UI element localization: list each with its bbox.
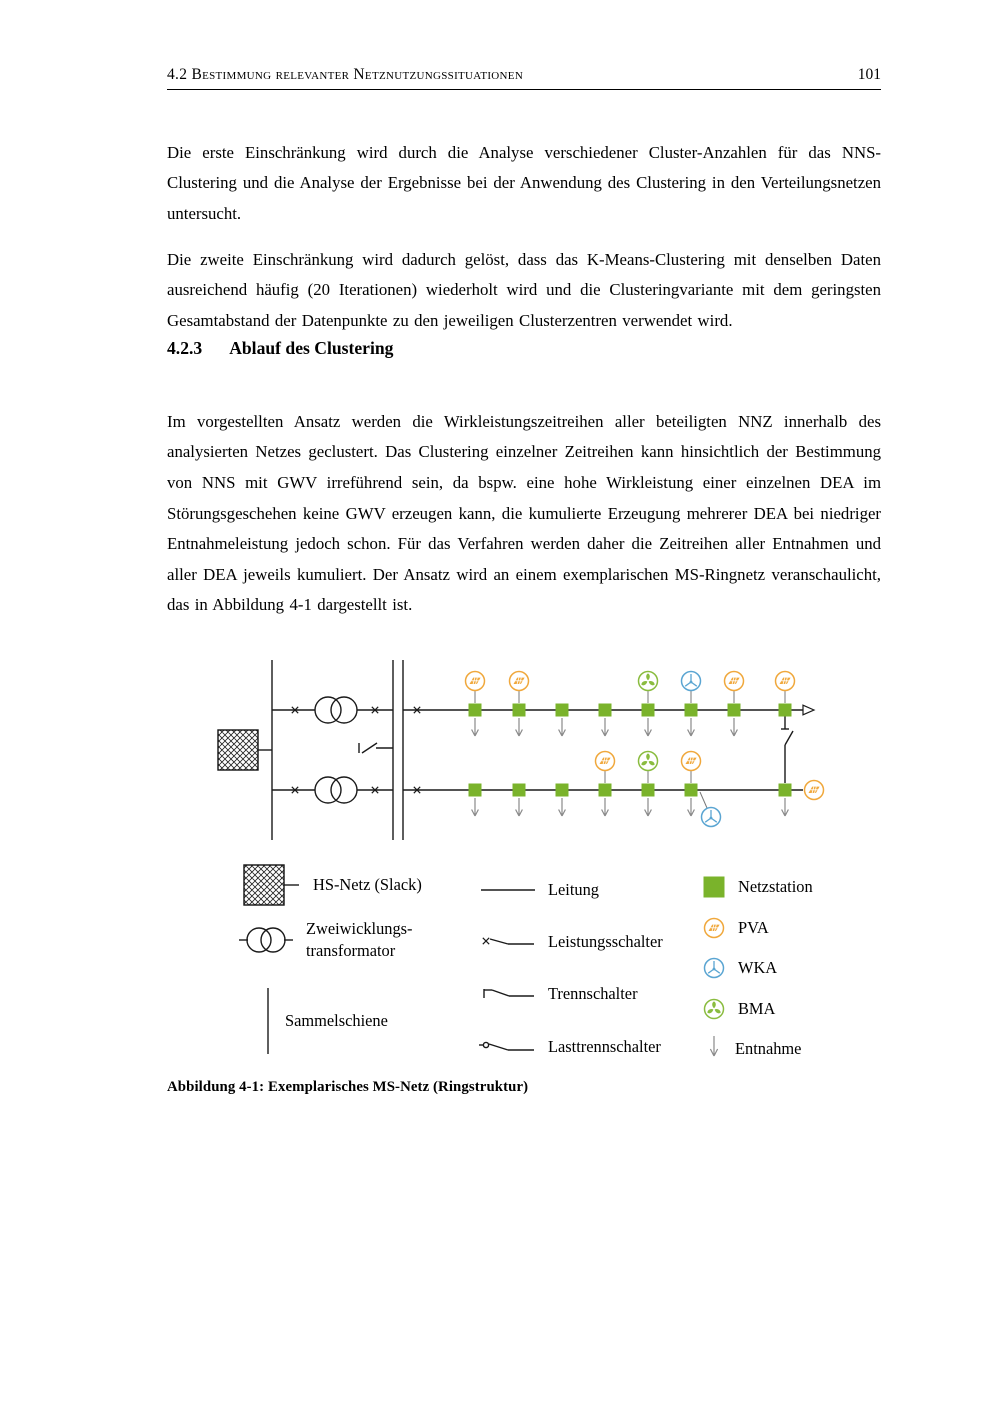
load-arrow: [602, 798, 609, 816]
load-break-switch-icon: [478, 1039, 536, 1055]
legend-label: Leistungsschalter: [548, 932, 663, 951]
ms-ring-network-diagram: [195, 645, 855, 860]
netzstation-icon: [702, 875, 726, 899]
circuit-breaker-icon: [478, 934, 536, 950]
bus-coupler-disconnector: [359, 743, 393, 753]
legend-label: Netzstation: [738, 877, 813, 896]
feeder-top: [403, 672, 814, 737]
load-arrow: [645, 798, 652, 816]
legend-label: WKA: [738, 958, 778, 977]
legend-item-wka: [702, 956, 777, 980]
load-arrow: [472, 718, 479, 736]
load-arrow: [688, 798, 695, 816]
pv-icon: [466, 672, 485, 691]
wka-icon: [702, 808, 721, 827]
netzstation-square: [556, 784, 569, 797]
disconnector-icon: [478, 986, 536, 1002]
legend-item-line: [480, 879, 599, 901]
busbar-icon: [263, 986, 273, 1056]
load-arrow: [731, 718, 738, 736]
pv-icon: [596, 752, 615, 771]
figure-caption: Abbildung 4-1: Exemplarisches MS-Netz (Ringstruktur): [167, 1079, 529, 1095]
legend-label: HS-Netz (Slack): [313, 875, 422, 894]
legend-label: Zweiwicklungs-transformator: [306, 919, 413, 960]
netzstation-square: [685, 784, 698, 797]
netzstation-square: [728, 704, 741, 717]
legend-label: Sammelschiene: [285, 1011, 388, 1030]
pva-icon: [702, 916, 726, 940]
load-arrow: [516, 718, 523, 736]
ring-tie-switch: [781, 717, 793, 784]
hs-netz-slack-symbol: [218, 730, 272, 770]
legend-item-netzstation: [702, 875, 813, 899]
legend-label: Entnahme: [735, 1039, 802, 1058]
transformer-icon: [238, 920, 294, 960]
load-arrow: [472, 798, 479, 816]
bma-icon: [702, 997, 726, 1021]
pv-icon: [682, 752, 701, 771]
transformer-branch-top: [272, 697, 393, 723]
paragraph-1: Die erste Einschränkung wird durch die Analyse verschiedener Cluster-Anzahlen für das NNS-Clustering und die Analyse der Ergebnisse bei der Anwendung des Clustering in den Verteilungsnetzen untersucht.: [167, 142, 881, 223]
transformer-icon: [315, 777, 341, 803]
section-title: Ablauf des Clustering: [229, 338, 394, 358]
section-number: 4.2.3: [167, 338, 203, 358]
load-arrow: [516, 798, 523, 816]
running-head: [167, 66, 881, 90]
netzstation-square: [599, 784, 612, 797]
transformer-icon: [315, 697, 341, 723]
netzstation-square: [469, 704, 482, 717]
legend-label: Lasttrennschalter: [548, 1037, 661, 1056]
load-arrow: [782, 798, 789, 816]
legend-item-hs-netz: [243, 863, 422, 907]
feeder-direction-arrow-icon: [803, 705, 814, 715]
pv-icon: [805, 781, 824, 800]
legend-item-disconnector: [478, 983, 638, 1005]
legend-item-load-break-switch: [478, 1036, 661, 1058]
legend-label: Trennschalter: [548, 984, 638, 1003]
load-arrow: [602, 718, 609, 736]
feeder-bottom: [403, 752, 824, 827]
paragraph-2: Die zweite Einschränkung wird dadurch gelöst, dass das K-Means-Clustering mit denselben Daten ausreichend häufig (20 Iterationen) wiederholt wird und die Clusteringvariante mit dem geringsten Gesamtabstand der Datenpunkte zu den jeweiligen Clusterzentren verwendet wird.: [167, 249, 881, 330]
load-arrow: [559, 798, 566, 816]
load-arrow: [559, 718, 566, 736]
netzstation-square: [642, 704, 655, 717]
pv-icon: [725, 672, 744, 691]
transformer-branch-bottom: [272, 777, 393, 803]
netzstation-square: [469, 784, 482, 797]
netzstation-square: [685, 704, 698, 717]
legend-item-circuit-breaker: [478, 931, 663, 953]
line-icon: [480, 882, 536, 898]
legend-item-bma: [702, 997, 775, 1021]
pv-icon: [510, 672, 529, 691]
legend-label: PVA: [738, 918, 769, 937]
entnahme-arrow-icon: [705, 1034, 723, 1064]
load-arrow: [688, 718, 695, 736]
pv-icon: [776, 672, 795, 691]
netzstation-square: [513, 704, 526, 717]
legend-item-busbar: [263, 986, 388, 1056]
legend-item-entnahme: [705, 1034, 801, 1064]
wka-icon: [702, 956, 726, 980]
legend-label: Leitung: [548, 880, 599, 899]
section-heading: [167, 338, 393, 359]
netzstation-square: [599, 704, 612, 717]
netzstation-square: [513, 784, 526, 797]
page-number: 101: [857, 66, 881, 83]
netzstation-square: [556, 704, 569, 717]
legend-label: BMA: [738, 999, 776, 1018]
netzstation-square: [779, 704, 792, 717]
netzstation-square: [642, 784, 655, 797]
legend-item-pva: [702, 916, 769, 940]
hs-netz-icon: [243, 863, 301, 907]
legend-item-transformer: [238, 918, 458, 962]
bma-icon: [639, 752, 658, 771]
busbar-ms-double: [393, 660, 403, 840]
netzstation-square: [779, 784, 792, 797]
bma-icon: [639, 672, 658, 691]
wka-icon: [682, 672, 701, 691]
running-head-section: 4.2 Bestimmung relevanter Netznutzungssituationen: [167, 66, 524, 83]
load-arrow: [645, 718, 652, 736]
paragraph-3: Im vorgestellten Ansatz werden die Wirkleistungszeitreihen aller beteiligten NNZ innerhalb des analysierten Netzes geclustert. Das Clustering einzelner Zeitreihen kann hinsichtlich der Bestimmung von NNS mit GWV irreführend sein, da bspw. eine hohe Wirkleistung einer einzelnen DEA im Störungsgeschehen keine GWV erzeugen kann, die kumulierte Erzeugung mehrerer DEA bei niedriger Entnahmeleistung jedoch schon. Für das Verfahren werden daher die Zeitreihen aller Entnahmen und aller DEA jeweils kumuliert. Der Ansatz wird an einem exemplarischen MS-Ringnetz veranschaulicht, das in Abbildung 4-1 dargestellt ist.: [167, 411, 881, 615]
